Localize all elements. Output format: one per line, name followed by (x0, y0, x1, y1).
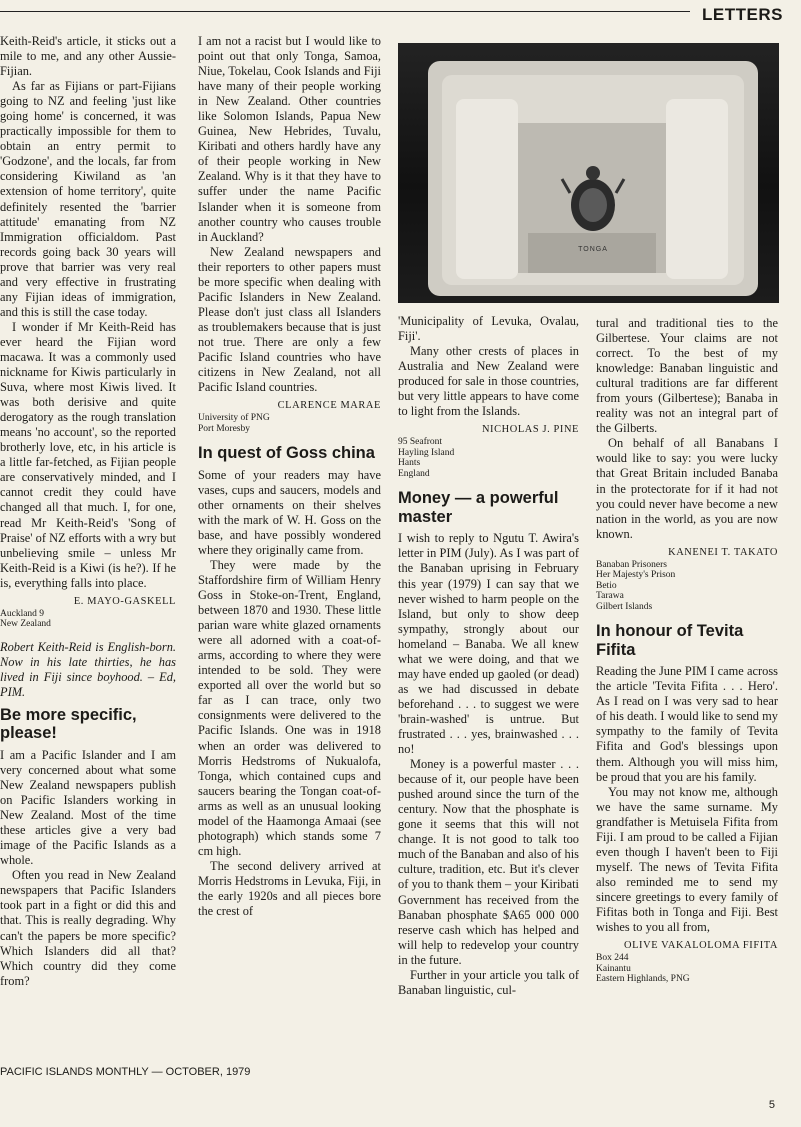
headline-money: Money — a powerful master (398, 489, 559, 526)
column-2 (198, 34, 381, 919)
signature-pine: NICHOLAS J. PINE (481, 424, 579, 436)
address-line: Hants (398, 458, 421, 469)
address-line: New Zealand (0, 619, 51, 630)
c3-para-1: 'Municipality of Levuka, Ovalau, Fiji'. (398, 314, 579, 344)
goss-para-2: They were made by the Staffordshire firm of William Henry Goss in Stoke-on-Trent, England, between 1870 and 1930. These little parian ware white glazed ornaments were all adorned with a coat-of-arms, according to where they were intended to be sold. They were exported all over the world but so far as I can trace, only two consignments were delivered to the Pacific Islands. One was in 1918 when an order was delivered to Morris Hedstroms of Nukualofa, Tonga, which contained cups and saucers bearing the Tongan coat-of-arms as well as an unusual looking model of the Haamonga Amaai (see photograph) which stands some 7 cm high. (198, 557, 381, 858)
be-more-para-1: I am a Pacific Islander and I am very concerned about what some New Zealand newspapers publish on Pacific Islanders working in New Zealand. Most of the time these articles give a very bad image of the Pacific Islands as a whole. (0, 747, 176, 868)
column-4 (596, 316, 778, 995)
c4-para-2: On behalf of all Banabans I would like to say: you were lucky that Great Britain included Banaba in the protectorate for if it had not you could never have become a new nation in the world, as you are now known. (596, 436, 778, 541)
column-1 (0, 34, 176, 989)
address-line: Banaban Prisoners (596, 559, 667, 570)
c3-para-2: Many other crests of places in Australia and New Zealand were produced for sale in those countries, but very little appears to have come to light from the Islands. (398, 344, 579, 419)
signature-takato: KANENEI T. TAKATO (668, 546, 778, 558)
signature-mayo-gaskell: E. MAYO-GASKELL (73, 595, 176, 607)
goss-para-1: Some of your readers may have vases, cups and saucers, models and other ornaments on their shelves with the mark of W. H. Goss on the base, and have possibly wondered where they originally came from. (198, 467, 381, 557)
address-line: Her Majesty's Prison (596, 570, 676, 581)
address-line: Betio (596, 580, 617, 591)
c2-para-2: New Zealand newspapers and their reporters to other papers must be more specific when dealing with Pacific Islanders in New Zealand. Please don't just class all Islanders as troublemakers because that is just not true. There are only a few Pacific Island countries who have citizens in New Zealand, not all Pacific Island countries. (198, 244, 381, 395)
address-line: Gilbert Islands (596, 601, 653, 612)
address-line: England (398, 468, 430, 479)
money-para-3: Further in your article you talk of Banaban linguistic, cul- (398, 967, 579, 997)
c1-para-3: I wonder if Mr Keith-Reid has ever heard the Fijian word macawa. It was a commonly used nickname for Kiwis particularly in Suva, where most Kiwis lived. It was both derisive and quite derogatory as the rough translation means 'no account', so the reported brotherly love, etc, in his article is a little far-fetched, as Fijian people are conservatively minded, and I cannot credit they could have changed all that much. I, for one, read Mr Keith-Reid's 'Song of Praise' of NZ efforts with a wry but unbelieving smile – unless Mr Keith-Reid is a Kiwi (is he?). If he is, everything falls into place. (0, 319, 176, 590)
goss-para-3: The second delivery arrived at Morris Hedstroms in Levuka, Fiji, in the early 1920s and all pieces bore the crest of (198, 858, 381, 919)
photo-goss-china-model (398, 43, 779, 303)
address-mayo-gaskell (0, 609, 176, 630)
c2-para-1: I am not a racist but I would like to point out that only Tonga, Samoa, Niue, Tokelau, Cook Islands and Fiji have many of their people working in New Zealand. Other countries like Solomon Islands, Papua New Guinea, New Hebrides, Tuvalu, Kiribati and others hardly have any of their people working in New Zealand. Why is it that they have to suffer under the name Pacific Islander when it is someone from another country who causes trouble in Auckland? (198, 34, 381, 244)
signature-fifita: OLIVE VAKALOLOMA FIFITA (623, 940, 778, 952)
money-para-1: I wish to reply to Ngutu T. Awira's letter in PIM (July). As I was part of the Banaban uprising in February this year (1979) I can say that we never wished to harm people on the Island, but only to show deep sympathy, strongly about our homeland – Banaba. We all knew what we were doing, and that we may have ended up gaoled (or dead) as we had discussed in debate beforehand . . . to suggest we were 'brain-washed' is untrue. But frustrated . . . yes, brainwashed . . . no! (398, 531, 579, 757)
address-line: Eastern Highlands, PNG (596, 974, 690, 985)
money-para-2: Money is a powerful master . . . because of it, our people have been pushed around since the turn of the century. Now that the phosphate is gone it seems that this will not change. It is not good to talk too much of the Banaban and also of his culture, tradition, etc. But it's clever of you to thank them – your Kiribati Government has received from the Banaban phosphate $A65 000 000 reserve cash which has helped and will help to redevelop your country in the future. (398, 757, 579, 967)
headline-goss-china: In quest of Goss china (198, 444, 375, 463)
column-3 (398, 314, 579, 998)
address-takato (596, 560, 778, 613)
footer-publication: PACIFIC ISLANDS MONTHLY — OCTOBER, 1979 (0, 1066, 251, 1078)
headline-be-more-specific: Be more specific, please! (0, 705, 137, 743)
address-line: University of PNG (198, 413, 270, 424)
photo-crest-label: TONGA (578, 246, 608, 253)
be-more-para-2: Often you read in New Zealand newspapers that Pacific Islanders took part in a fight or did this and that. This is really degrading. Why can't the papers be more specific? Which Islanders did all that? Which country did they come from? (0, 868, 176, 988)
goss-model-illustration (398, 43, 779, 303)
address-line: 95 Seafront (398, 437, 443, 448)
address-pine (398, 437, 579, 479)
section-label: LETTERS (702, 5, 783, 24)
fifita-para-2: You may not know me, although we have the same surname. My grandfather is Metuisela Fifita from Fiji. I am proud to be called a Fijian even though I haven't been to Fiji myself. The news of Tevita Fifita also reminded me to send my sincere greetings to every family of Fifitas both in Tonga and Fiji. Best wishes to you all from, (596, 784, 778, 935)
address-marae (198, 413, 381, 434)
headline-tevita-fifita: In honour of Tevita Fifita (596, 622, 744, 659)
address-line: Port Moresby (198, 423, 250, 434)
signature-marae: CLARENCE MARAE (277, 400, 381, 412)
address-line: Tarawa (596, 591, 624, 602)
address-line: Hayling Island (398, 447, 455, 458)
page-number: 5 (768, 1099, 775, 1111)
editor-note: Robert Keith-Reid is English-born. Now in his late thirties, he has lived in Fiji since boyhood. – Ed, PIM. (0, 639, 176, 699)
c1-para-1: Keith-Reid's article, it sticks out a mile to me, and any other Aussie-Fijian. (0, 34, 176, 79)
fifita-para-1: Reading the June PIM I came across the article 'Tevita Fifita . . . Hero'. As I read on I was very sad to hear of his death. I would like to send my sympathy to the family of Tevita Fifita and God's blessings upon them. Although you will miss him, be proud that you are his family. (596, 664, 778, 784)
c1-para-2: As far as Fijians or part-Fijians going to NZ and feeling 'just like going home' is concerned, it was practically impossible for them to obtain an entry permit to 'Godzone', and the locals, far from considering Kiwiland as 'an extension of home territory', quite definitely resented the 'barrier attitude' emanating from NZ Immigration officialdom. Past records going back 30 years will prove that barrier was very real and very effective in frustrating any Fijian ideas of immigration, and this is still the case today. (0, 79, 176, 319)
address-line: Kainantu (596, 963, 631, 974)
c4-para-1: tural and traditional ties to the Gilbertese. Your claims are not correct. To the best of my knowledge: Banaban linguistic and cultural traditions are far different from yours (Gilbertese); Banaba in reality was not an integral part of the Gilberts. (596, 316, 778, 436)
address-line: Box 244 (596, 953, 629, 964)
header-rule (0, 11, 690, 12)
address-line: Auckland 9 (0, 608, 45, 619)
address-fifita (596, 953, 778, 985)
